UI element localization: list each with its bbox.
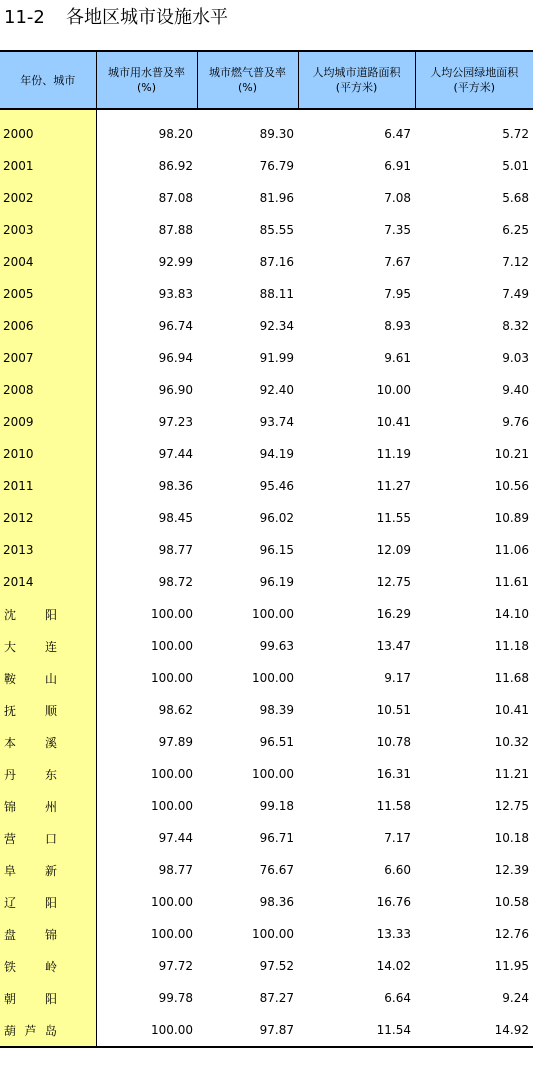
row-label [0, 982, 96, 1014]
header-park: 人均公园绿地面积 (平方米) [415, 51, 533, 109]
cell-gas: 92.40 [259, 383, 294, 397]
cell-park: 10.18 [494, 831, 529, 845]
cell-gas: 98.36 [259, 895, 294, 909]
table-row [0, 150, 533, 182]
cell-water: 93.83 [158, 287, 193, 301]
cell-water: 87.88 [158, 223, 193, 237]
row-label [0, 918, 96, 950]
cell-gas: 95.46 [259, 479, 294, 493]
cell-water: 98.77 [158, 543, 193, 557]
cell-water: 97.44 [158, 831, 193, 845]
cell-road: 10.41 [376, 415, 411, 429]
row-label [0, 598, 96, 630]
row-label [0, 822, 96, 854]
cell-water: 100.00 [151, 767, 193, 781]
cell-park: 12.76 [494, 927, 529, 941]
row-label: 2007 [0, 342, 96, 374]
table-row [0, 374, 533, 406]
cell-park: 5.01 [502, 159, 529, 173]
cell-gas: 98.39 [259, 703, 294, 717]
row-label: 2011 [0, 470, 96, 502]
cell-water: 97.72 [158, 959, 193, 973]
cell-park: 9.40 [502, 383, 529, 397]
cell-park: 11.18 [494, 639, 529, 653]
cell-gas: 97.52 [259, 959, 294, 973]
cell-park: 11.95 [494, 959, 529, 973]
cell-road: 16.29 [376, 607, 411, 621]
cell-road: 7.08 [384, 191, 411, 205]
cell-water: 96.90 [158, 383, 193, 397]
table-row [0, 214, 533, 246]
cell-park: 14.92 [415, 1014, 533, 1047]
row-label: 2009 [0, 406, 96, 438]
cell-water: 98.62 [158, 703, 193, 717]
cell-road: 11.27 [376, 479, 411, 493]
cell-gas: 96.02 [259, 511, 294, 525]
cell-water: 100.00 [151, 799, 193, 813]
cell-gas: 100.00 [252, 607, 294, 621]
city-name: 沈 阳 [4, 607, 57, 622]
table-row [0, 278, 533, 310]
row-label [0, 1014, 96, 1047]
cell-park: 12.39 [494, 863, 529, 877]
cell-park: 11.06 [494, 543, 529, 557]
cell-gas: 85.55 [259, 223, 294, 237]
cell-water: 86.92 [158, 159, 193, 173]
row-label [0, 662, 96, 694]
city-name: 抚 顺 [4, 703, 57, 718]
row-label: 2012 [0, 502, 96, 534]
cell-park: 10.32 [494, 735, 529, 749]
city-name: 辽 阳 [4, 895, 57, 910]
row-label: 2003 [0, 214, 96, 246]
cell-park: 5.68 [502, 191, 529, 205]
row-label: 2005 [0, 278, 96, 310]
page-title [4, 6, 228, 30]
cell-park: 6.25 [502, 223, 529, 237]
cell-gas: 100.00 [252, 671, 294, 685]
table-row [0, 502, 533, 534]
cell-water: 100.00 [151, 639, 193, 653]
cell-park: 12.75 [494, 799, 529, 813]
table-body [0, 109, 533, 1047]
row-label [0, 950, 96, 982]
cell-water: 97.89 [158, 735, 193, 749]
cell-road: 7.67 [384, 255, 411, 269]
cell-water: 100.00 [151, 927, 193, 941]
cell-road: 6.60 [384, 863, 411, 877]
table-row [0, 694, 533, 726]
table-row [0, 982, 533, 1014]
row-label: 2008 [0, 374, 96, 406]
city-name: 阜 新 [4, 863, 57, 878]
table-title: 各地区城市设施水平 [66, 7, 228, 28]
table-number: 11-2 [4, 7, 45, 28]
row-label: 2006 [0, 310, 96, 342]
table-row [0, 566, 533, 598]
row-label: 2000 [0, 109, 96, 150]
cell-water: 100.00 [96, 1014, 197, 1047]
table-row [0, 438, 533, 470]
cell-road: 11.55 [376, 511, 411, 525]
row-label [0, 854, 96, 886]
cell-park: 7.12 [502, 255, 529, 269]
table-row [0, 534, 533, 566]
table-row [0, 630, 533, 662]
cell-road: 6.91 [384, 159, 411, 173]
cell-road: 11.19 [376, 447, 411, 461]
cell-road: 11.54 [298, 1014, 415, 1047]
table-row [0, 182, 533, 214]
cell-road: 16.76 [376, 895, 411, 909]
city-name: 葫 芦 岛 [4, 1023, 57, 1038]
cell-water: 87.08 [158, 191, 193, 205]
cell-road: 7.35 [384, 223, 411, 237]
cell-road: 7.17 [384, 831, 411, 845]
city-name: 锦 州 [4, 799, 57, 814]
cell-road: 12.75 [376, 575, 411, 589]
cell-road: 14.02 [376, 959, 411, 973]
cell-road: 6.47 [384, 127, 411, 141]
city-name: 盘 锦 [4, 927, 57, 942]
cell-park: 5.72 [502, 127, 529, 141]
cell-road: 7.95 [384, 287, 411, 301]
table-row [0, 886, 533, 918]
table-row [0, 598, 533, 630]
row-label: 2013 [0, 534, 96, 566]
cell-gas: 93.74 [259, 415, 294, 429]
cell-gas: 99.63 [259, 639, 294, 653]
cell-water: 98.36 [158, 479, 193, 493]
cell-park: 7.49 [502, 287, 529, 301]
table-row [0, 726, 533, 758]
cell-gas: 87.16 [259, 255, 294, 269]
cell-park: 10.89 [494, 511, 529, 525]
city-name: 本 溪 [4, 735, 57, 750]
header-water: 城市用水普及率 (%) [96, 51, 197, 109]
cell-road: 12.09 [376, 543, 411, 557]
cell-gas: 89.30 [259, 127, 294, 141]
table-row [0, 918, 533, 950]
table-row [0, 854, 533, 886]
city-name: 丹 东 [4, 767, 57, 782]
cell-park: 11.68 [494, 671, 529, 685]
cell-water: 98.45 [158, 511, 193, 525]
row-label: 2014 [0, 566, 96, 598]
table-row [0, 1014, 533, 1047]
cell-park: 10.58 [494, 895, 529, 909]
cell-road: 16.31 [376, 767, 411, 781]
table-row [0, 246, 533, 278]
cell-water: 100.00 [151, 607, 193, 621]
cell-water: 97.44 [158, 447, 193, 461]
row-label: 2002 [0, 182, 96, 214]
table-row [0, 310, 533, 342]
cell-park: 8.32 [502, 319, 529, 333]
cell-road: 11.58 [376, 799, 411, 813]
cell-water: 98.72 [158, 575, 193, 589]
cell-water: 96.94 [158, 351, 193, 365]
cell-water: 100.00 [151, 895, 193, 909]
cell-gas: 76.79 [259, 159, 294, 173]
table-row [0, 109, 533, 150]
cell-gas: 96.71 [259, 831, 294, 845]
cell-park: 9.24 [502, 991, 529, 1005]
cell-gas: 76.67 [259, 863, 294, 877]
cell-road: 10.00 [376, 383, 411, 397]
row-label [0, 886, 96, 918]
cell-gas: 96.15 [259, 543, 294, 557]
cell-park: 10.21 [494, 447, 529, 461]
cell-road: 13.33 [376, 927, 411, 941]
cell-park: 9.76 [502, 415, 529, 429]
table-row [0, 342, 533, 374]
cell-water: 99.78 [158, 991, 193, 1005]
data-table [0, 50, 533, 1048]
table-row [0, 662, 533, 694]
row-label [0, 758, 96, 790]
table-row [0, 758, 533, 790]
table-row [0, 950, 533, 982]
cell-gas: 100.00 [252, 927, 294, 941]
cell-gas: 100.00 [252, 767, 294, 781]
table-row [0, 790, 533, 822]
cell-water: 98.20 [158, 127, 193, 141]
cell-gas: 91.99 [259, 351, 294, 365]
city-name: 营 口 [4, 831, 57, 846]
cell-gas: 92.34 [259, 319, 294, 333]
cell-gas: 81.96 [259, 191, 294, 205]
header-gas: 城市燃气普及率 (%) [197, 51, 298, 109]
cell-water: 100.00 [151, 671, 193, 685]
cell-water: 98.77 [158, 863, 193, 877]
row-label: 2001 [0, 150, 96, 182]
row-label: 2010 [0, 438, 96, 470]
city-name: 朝 阳 [4, 991, 57, 1006]
cell-water: 96.74 [158, 319, 193, 333]
table-row [0, 470, 533, 502]
cell-park: 9.03 [502, 351, 529, 365]
city-name: 鞍 山 [4, 671, 57, 686]
cell-park: 11.61 [494, 575, 529, 589]
header-road: 人均城市道路面积 (平方米) [298, 51, 415, 109]
cell-road: 8.93 [384, 319, 411, 333]
table-row [0, 822, 533, 854]
table-header [0, 51, 533, 109]
cell-road: 10.51 [376, 703, 411, 717]
cell-gas: 96.19 [259, 575, 294, 589]
cell-water: 97.23 [158, 415, 193, 429]
cell-gas: 99.18 [259, 799, 294, 813]
cell-gas: 96.51 [259, 735, 294, 749]
cell-gas: 94.19 [259, 447, 294, 461]
cell-gas: 88.11 [259, 287, 294, 301]
row-label [0, 694, 96, 726]
cell-park: 10.41 [494, 703, 529, 717]
row-label [0, 630, 96, 662]
table-row [0, 406, 533, 438]
city-name: 铁 岭 [4, 959, 57, 974]
cell-road: 13.47 [376, 639, 411, 653]
cell-road: 9.61 [384, 351, 411, 365]
cell-road: 6.64 [384, 991, 411, 1005]
cell-gas: 97.87 [197, 1014, 298, 1047]
row-label [0, 726, 96, 758]
cell-gas: 87.27 [259, 991, 294, 1005]
cell-park: 10.56 [494, 479, 529, 493]
cell-park: 11.21 [494, 767, 529, 781]
row-label: 2004 [0, 246, 96, 278]
cell-water: 92.99 [158, 255, 193, 269]
cell-park: 14.10 [494, 607, 529, 621]
cell-road: 9.17 [384, 671, 411, 685]
header-year-city: 年份、城市 [0, 51, 96, 109]
row-label [0, 790, 96, 822]
cell-road: 10.78 [376, 735, 411, 749]
city-name: 大 连 [4, 639, 57, 654]
